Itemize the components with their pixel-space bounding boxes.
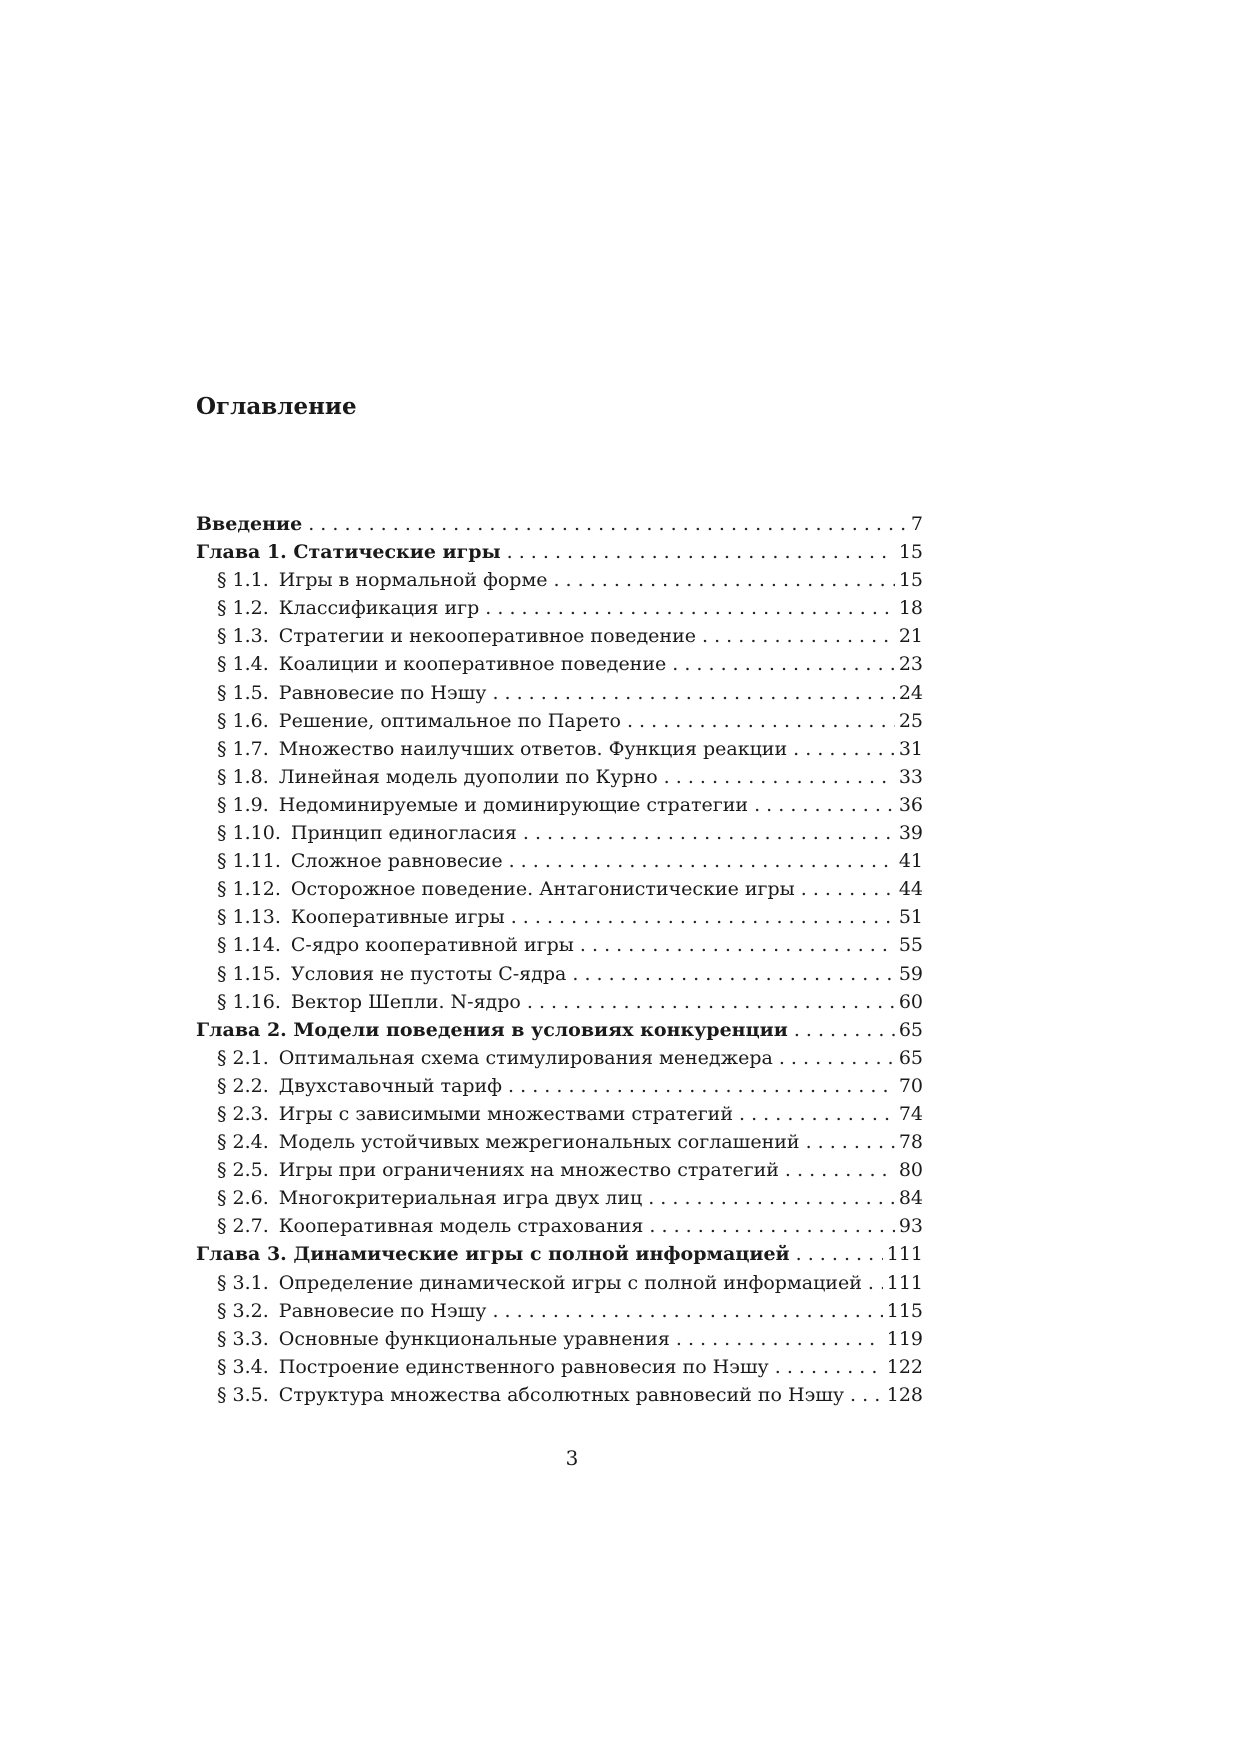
- section-number: § 1.4.: [217, 653, 269, 676]
- toc-page-number: 51: [898, 906, 923, 929]
- toc-page-number: 70: [898, 1074, 923, 1097]
- section-number: § 3.5.: [217, 1383, 269, 1406]
- section-number: § 2.3.: [217, 1102, 269, 1125]
- toc-entry-text: [217, 1100, 733, 1128]
- toc-section-entry[interactable]: [196, 819, 923, 847]
- toc-section-entry[interactable]: [196, 735, 923, 763]
- section-number: § 2.7.: [217, 1215, 269, 1238]
- dot-leader: [806, 1128, 895, 1156]
- toc-page-number: 44: [898, 878, 923, 901]
- section-number: § 1.1.: [217, 569, 269, 592]
- toc-entry-text: [217, 960, 566, 988]
- toc-page-number: 25: [898, 709, 923, 732]
- toc-page-number: 115: [886, 1299, 923, 1322]
- section-title: Определение динамической игры с полной информацией: [278, 1271, 862, 1294]
- section-title: Коалиции и кооперативное поведение: [278, 653, 667, 676]
- section-number: § 1.7.: [217, 737, 269, 760]
- toc-section-entry[interactable]: [196, 1072, 923, 1100]
- section-title: Кооперативная модель страхования: [278, 1215, 644, 1238]
- section-number: § 1.13.: [217, 906, 281, 929]
- section-title: Осторожное поведение. Антагонистические игры: [290, 878, 795, 901]
- toc-entry-text: [217, 735, 787, 763]
- toc-page-number: 18: [898, 597, 923, 620]
- dot-leader: [649, 1212, 894, 1240]
- dot-leader: [485, 594, 895, 622]
- section-title: Недоминируемые и доминирующие стратегии: [278, 793, 749, 816]
- section-number: § 1.14.: [217, 934, 281, 957]
- toc-page-number: 84: [898, 1187, 923, 1210]
- toc-section-entry[interactable]: [196, 875, 923, 903]
- toc-entry-text: [217, 847, 503, 875]
- toc-section-entry[interactable]: [196, 1269, 923, 1297]
- section-title: Стратегии и некооперативное поведение: [278, 625, 696, 648]
- toc-entry-text: [196, 510, 302, 538]
- toc-page-number: 31: [898, 737, 923, 760]
- section-number: § 1.8.: [217, 765, 269, 788]
- dot-leader: [572, 960, 894, 988]
- toc-page-number: 24: [898, 681, 923, 704]
- section-title: Игры при ограничениях на множество стратегий: [278, 1159, 779, 1182]
- section-number: § 3.2.: [217, 1299, 269, 1322]
- page-number-footer: 3: [565, 1446, 579, 1470]
- toc-section-entry[interactable]: [196, 1044, 923, 1072]
- toc-section-entry[interactable]: [196, 1353, 923, 1381]
- section-title: Модель устойчивых межрегиональных соглашений: [278, 1131, 800, 1154]
- chapter-title: Глава 3. Динамические игры с полной информацией: [196, 1243, 790, 1266]
- toc-page-number: 21: [898, 625, 923, 648]
- section-number: § 1.3.: [217, 625, 269, 648]
- section-title: Условия не пустоты C-ядра: [290, 962, 567, 985]
- toc-page-number: 36: [898, 793, 923, 816]
- toc-entry-text: [217, 931, 574, 959]
- dot-leader: [785, 1156, 895, 1184]
- section-title: Равновесие по Нэшу: [278, 681, 487, 704]
- toc-entry-text: [217, 1128, 800, 1156]
- section-number: § 2.1.: [217, 1046, 269, 1069]
- toc-page-number: 59: [898, 962, 923, 985]
- toc-section-entry[interactable]: [196, 1297, 923, 1325]
- dot-leader: [664, 763, 895, 791]
- section-title: Двухставочный тариф: [278, 1074, 503, 1097]
- section-number: § 1.5.: [217, 681, 269, 704]
- chapter-title: Глава 1. Статические игры: [196, 541, 501, 564]
- toc-page-number: 128: [886, 1383, 923, 1406]
- dot-leader: [754, 791, 895, 819]
- dot-leader: [492, 1297, 882, 1325]
- section-number: § 1.11.: [217, 850, 281, 873]
- toc-page-number: 111: [886, 1243, 923, 1266]
- section-title: Принцип единогласия: [290, 822, 517, 845]
- section-number: § 2.4.: [217, 1131, 269, 1154]
- toc-page-number: 15: [898, 569, 923, 592]
- toc-page-number: 33: [898, 765, 923, 788]
- toc-entry-text: [217, 1156, 779, 1184]
- toc-page-number: 78: [898, 1131, 923, 1154]
- toc-section-entry[interactable]: [196, 960, 923, 988]
- toc-section-entry[interactable]: [196, 622, 923, 650]
- toc-entry-text: [217, 819, 517, 847]
- section-title: Сложное равновесие: [290, 850, 503, 873]
- section-number: § 2.2.: [217, 1074, 269, 1097]
- dot-leader: [676, 1325, 883, 1353]
- dot-leader: [793, 735, 895, 763]
- toc-section-entry[interactable]: [196, 903, 923, 931]
- toc-section-entry[interactable]: [196, 1184, 923, 1212]
- toc-page-number: 41: [898, 850, 923, 873]
- dot-leader: [739, 1100, 895, 1128]
- toc-entry-text: [217, 707, 621, 735]
- section-title: Кооперативные игры: [290, 906, 505, 929]
- toc-entry-text: [217, 679, 486, 707]
- toc-section-entry[interactable]: [196, 1156, 923, 1184]
- section-number: § 2.5.: [217, 1159, 269, 1182]
- toc-page-number: 80: [898, 1159, 923, 1182]
- dot-leader: [527, 988, 895, 1016]
- toc-entry-text: [217, 1044, 773, 1072]
- section-number: § 1.15.: [217, 962, 281, 985]
- dot-leader: [509, 847, 895, 875]
- section-number: § 1.16.: [217, 990, 281, 1013]
- dot-leader: [672, 650, 895, 678]
- toc-page-number: 65: [898, 1046, 923, 1069]
- toc-entry-text: [217, 1184, 642, 1212]
- section-title: Структура множества абсолютных равновесий по Нэшу: [278, 1383, 845, 1406]
- toc-entry-text: [217, 566, 547, 594]
- toc-entry-text: [217, 1325, 670, 1353]
- toc-entry-text: [217, 875, 795, 903]
- section-title: Оптимальная схема стимулирования менеджера: [278, 1046, 773, 1069]
- toc-section-entry[interactable]: [196, 1100, 923, 1128]
- toc-page-number: 7: [910, 513, 923, 535]
- section-title: Вектор Шепли. N-ядро: [290, 990, 521, 1013]
- section-title: Равновесие по Нэшу: [278, 1299, 487, 1322]
- dot-leader: [523, 819, 895, 847]
- section-number: § 3.4.: [217, 1355, 269, 1378]
- dot-leader: [850, 1381, 883, 1409]
- toc-entry-text: [217, 1381, 844, 1409]
- dot-leader: [779, 1044, 895, 1072]
- section-number: § 2.6.: [217, 1187, 269, 1210]
- dot-leader: [627, 707, 895, 735]
- toc-section-entry[interactable]: [196, 707, 923, 735]
- toc-section-entry[interactable]: [196, 763, 923, 791]
- toc-entry-text: [217, 1297, 486, 1325]
- toc-entry-text: [217, 622, 696, 650]
- toc-page-number: 122: [886, 1355, 923, 1378]
- section-title: Игры с зависимыми множествами стратегий: [278, 1102, 734, 1125]
- toc-entry-text: [217, 650, 666, 678]
- toc-heading: Оглавление: [196, 393, 357, 420]
- toc-entry-text: [217, 1212, 643, 1240]
- section-title: Линейная модель дуополии по Курно: [278, 765, 658, 788]
- section-number: § 1.10.: [217, 822, 281, 845]
- toc-entry-text: [196, 1240, 790, 1268]
- toc-section-entry[interactable]: [196, 988, 923, 1016]
- section-title: Множество наилучших ответов. Функция реакции: [278, 737, 788, 760]
- toc-chapter-entry[interactable]: [196, 510, 923, 538]
- toc-section-entry[interactable]: [196, 1212, 923, 1240]
- toc-entry-text: [217, 903, 505, 931]
- toc-section-entry[interactable]: [196, 1381, 923, 1409]
- dot-leader: [868, 1269, 883, 1297]
- section-number: § 1.12.: [217, 878, 281, 901]
- section-title: Классификация игр: [278, 597, 480, 620]
- toc-page-number: 39: [898, 822, 923, 845]
- dot-leader: [702, 622, 895, 650]
- toc-section-entry[interactable]: [196, 1128, 923, 1156]
- section-number: § 1.9.: [217, 793, 269, 816]
- dot-leader: [492, 679, 894, 707]
- toc-chapter-entry[interactable]: [196, 538, 923, 566]
- toc-page-number: 93: [898, 1215, 923, 1238]
- toc-page-number: 55: [898, 934, 923, 957]
- toc-page-number: 111: [886, 1271, 923, 1294]
- dot-leader: [308, 510, 907, 538]
- dot-leader: [801, 875, 895, 903]
- section-number: § 3.3.: [217, 1327, 269, 1350]
- toc-section-entry[interactable]: [196, 594, 923, 622]
- dot-leader: [511, 903, 895, 931]
- toc-chapter-entry[interactable]: [196, 1016, 923, 1044]
- toc-section-entry[interactable]: [196, 679, 923, 707]
- dot-leader: [775, 1353, 883, 1381]
- section-title: Многокритериальная игра двух лиц: [278, 1187, 643, 1210]
- toc-page-number: 23: [898, 653, 923, 676]
- toc-page-number: 74: [898, 1102, 923, 1125]
- section-title: Игры в нормальной форме: [278, 569, 548, 592]
- section-number: § 1.2.: [217, 597, 269, 620]
- section-title: Построение единственного равновесия по Нэшу: [278, 1355, 769, 1378]
- toc-entry-text: [217, 1072, 502, 1100]
- dot-leader: [580, 931, 895, 959]
- toc-section-entry[interactable]: [196, 650, 923, 678]
- toc-section-entry[interactable]: [196, 791, 923, 819]
- toc-entry-text: [217, 1269, 862, 1297]
- section-title: Решение, оптимальное по Парето: [278, 709, 621, 732]
- toc-entry-text: [217, 594, 479, 622]
- toc-entry-text: [217, 791, 748, 819]
- toc-page-number: 60: [898, 990, 923, 1013]
- dot-leader: [648, 1184, 895, 1212]
- dot-leader: [553, 566, 894, 594]
- toc-entry-text: [196, 538, 501, 566]
- toc-page-number: 119: [886, 1327, 923, 1350]
- dot-leader: [508, 1072, 895, 1100]
- dot-leader: [794, 1016, 895, 1044]
- section-number: § 3.1.: [217, 1271, 269, 1294]
- dot-leader: [507, 538, 895, 566]
- toc-chapter-entry[interactable]: [196, 1240, 923, 1268]
- chapter-title: Глава 2. Модели поведения в условиях конкуренции: [196, 1018, 788, 1041]
- chapter-title: Введение: [196, 513, 303, 535]
- toc-page-number: 65: [898, 1018, 923, 1041]
- toc-section-entry[interactable]: [196, 566, 923, 594]
- toc-entry-text: [217, 1353, 769, 1381]
- toc-entry-text: [196, 1016, 788, 1044]
- toc-section-entry[interactable]: [196, 1325, 923, 1353]
- toc-section-entry[interactable]: [196, 847, 923, 875]
- toc-page-number: 15: [898, 541, 923, 564]
- section-title: Основные функциональные уравнения: [278, 1327, 670, 1350]
- toc-entry-text: [217, 763, 658, 791]
- section-title: C-ядро кооперативной игры: [290, 934, 574, 957]
- dot-leader: [796, 1240, 883, 1268]
- section-number: § 1.6.: [217, 709, 269, 732]
- toc-entry-text: [217, 988, 521, 1016]
- table-of-contents: [196, 510, 923, 1409]
- toc-section-entry[interactable]: [196, 931, 923, 959]
